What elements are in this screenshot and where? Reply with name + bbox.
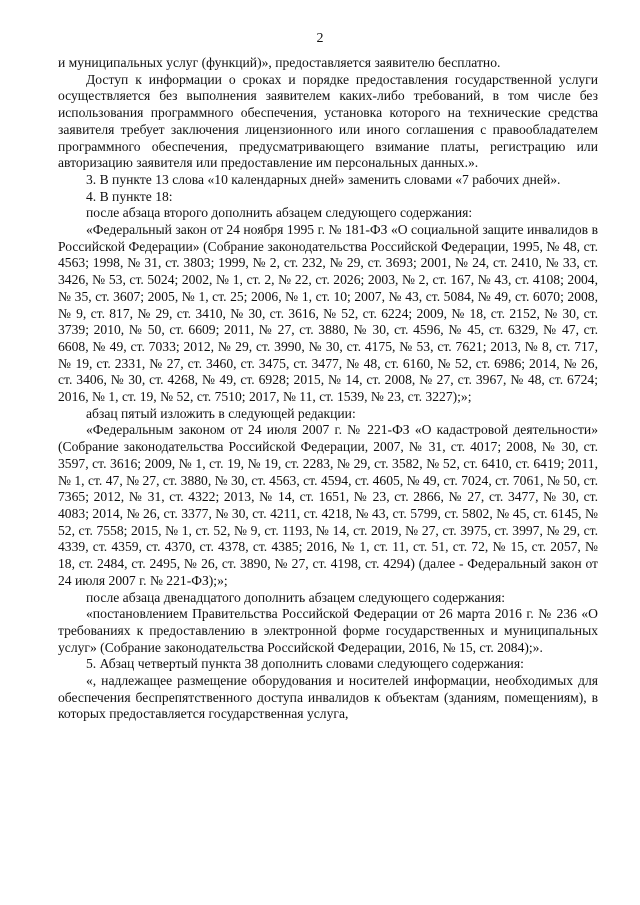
paragraph-law-181: «Федеральный закон от 24 ноября 1995 г. № 181-ФЗ «О социальной защите инвалидов в Российской Федерации» (Собрание законодательства Российской Федерации, 1995, № 48, ст. 4563; 1998, № 31, ст. 3803; 1999, № 2, ст. 232, № 29, ст. 3693; 2001, № 24, ст. 2410, № 33, ст. 3426, № 53, ст. 5024; 2002, № 1, ст. 2, № 22, ст. 2026; 2003, № 2, ст. 167, № 43, ст. 4108; 2004, № 35, ст. 3607; 2005, № 1, ст. 25; 2006, № 1, ст. 10; 2007, № 43, ст. 5084, № 49, ст. 6070; 2008, № 9, ст. 817, № 29, ст. 3410, № 30, ст. 3616, № 52, ст. 6224; 2009, № 18, ст. 2152, № 30, ст. 3739; 2010, № 50, ст. 6609; 2011, № 27, ст. 3880, № 30, ст. 4596, № 45, ст. 6329, № 47, ст. 6608, № 49, ст. 7033; 2012, № 29, ст. 3990, № 30, ст. 4175, № 53, ст. 7621; 2013, № 8, ст. 717, № 19, ст. 2331, № 27, ст. 3460, ст. 3475, ст. 3477, № 48, ст. 6160, № 52, ст. 6986; 2014, № 26, ст. 3406, № 30, ст. 4268, № 49, ст. 6928; 2015, № 14, ст. 2008, № 27, ст. 3967, № 48, ст. 6724; 2016, № 1, ст. 19, № 52, ст. 7510; 2017, № 11, ст. 1539, № 23, ст. 3227);»;: [58, 222, 598, 405]
paragraph-after-second: после абзаца второго дополнить абзацем следующего содержания:: [86, 205, 473, 221]
paragraph-fifth-revision: абзац пятый изложить в следующей редакции:: [86, 405, 356, 421]
document-body: [58, 55, 598, 723]
paragraph-information-access: Доступ к информации о сроках и порядке предоставления государственной услуги осуществляется без выполнения заявителем каких-либо требований, в том числе без использования программного обеспечения, установка которого на технические средства заявителя требует заключения лицензионного или иного соглашения с правообладателем программного обеспечения, предусматривающего взимание платы, регистрацию или авторизацию заявителя или предоставление им персональных данных.».: [58, 71, 598, 171]
paragraph-item-5: 5. Абзац четвертый пункта 38 дополнить словами следующего содержания:: [86, 656, 524, 672]
paragraph-item-4: 4. В пункте 18:: [86, 188, 173, 204]
paragraph-equipment-placement: «, надлежащее размещение оборудования и носителей информации, необходимых для обеспечения беспрепятственного доступа инвалидов к объектам (зданиям, помещениям), в которых предоставляется государственная услуга,: [58, 673, 598, 722]
paragraph-continuation: и муниципальных услуг (функций)», предоставляется заявителю бесплатно.: [58, 55, 501, 70]
paragraph-resolution-236: «постановлением Правительства Российской Федерации от 26 марта 2016 г. № 236 «О требованиях к предоставлению в электронной форме государственных и муниципальных услуг» (Собрание законодательства Российской Федерации, 2016, № 15, ст. 2084);».: [58, 606, 598, 655]
paragraph-after-twelfth: после абзаца двенадцатого дополнить абзацем следующего содержания:: [86, 589, 505, 605]
page-number: 2: [316, 31, 324, 46]
paragraph-item-3: 3. В пункте 13 слова «10 календарных дней» заменить словами «7 рабочих дней».: [86, 171, 561, 187]
paragraph-law-221: «Федеральным законом от 24 июля 2007 г. № 221-ФЗ «О кадастровой деятельности» (Собрание законодательства Российской Федерации, 2007, № 31, ст. 4017; 2008, № 30, ст. 3597, ст. 3616; 2009, № 1, ст. 19, № 19, ст. 2283, № 29, ст. 3582, № 52, ст. 6410, ст. 6419; 2011, № 1, ст. 47, № 27, ст. 3880, № 30, ст. 4563, ст. 4594, ст. 4605, № 49, ст. 7024, ст. 7061, № 50, ст. 7365; 2012, № 31, ст. 4322; 2013, № 14, ст. 1651, № 23, ст. 2866, № 27, ст. 3477, № 30, ст. 4083; 2014, № 26, ст. 3377, № 30, ст. 4211, ст. 4218, № 43, ст. 5799, ст. 5802, № 45, ст. 6145, № 52, ст. 7558; 2015, № 1, ст. 52, № 9, ст. 1193, № 14, ст. 2019, № 27, ст. 3975, ст. 3997, № 29, ст. 4339, ст. 4359, ст. 4370, ст. 4378, ст. 4385; 2016, № 1, ст. 11, ст. 51, ст. 72, № 15, ст. 2057, № 18, ст. 2484, ст. 2495, № 26, ст. 3890, № 27, ст. 4198, ст. 4294) (далее - Федеральный закон от 24 июля 2007 г. № 221-ФЗ);»;: [58, 422, 598, 588]
